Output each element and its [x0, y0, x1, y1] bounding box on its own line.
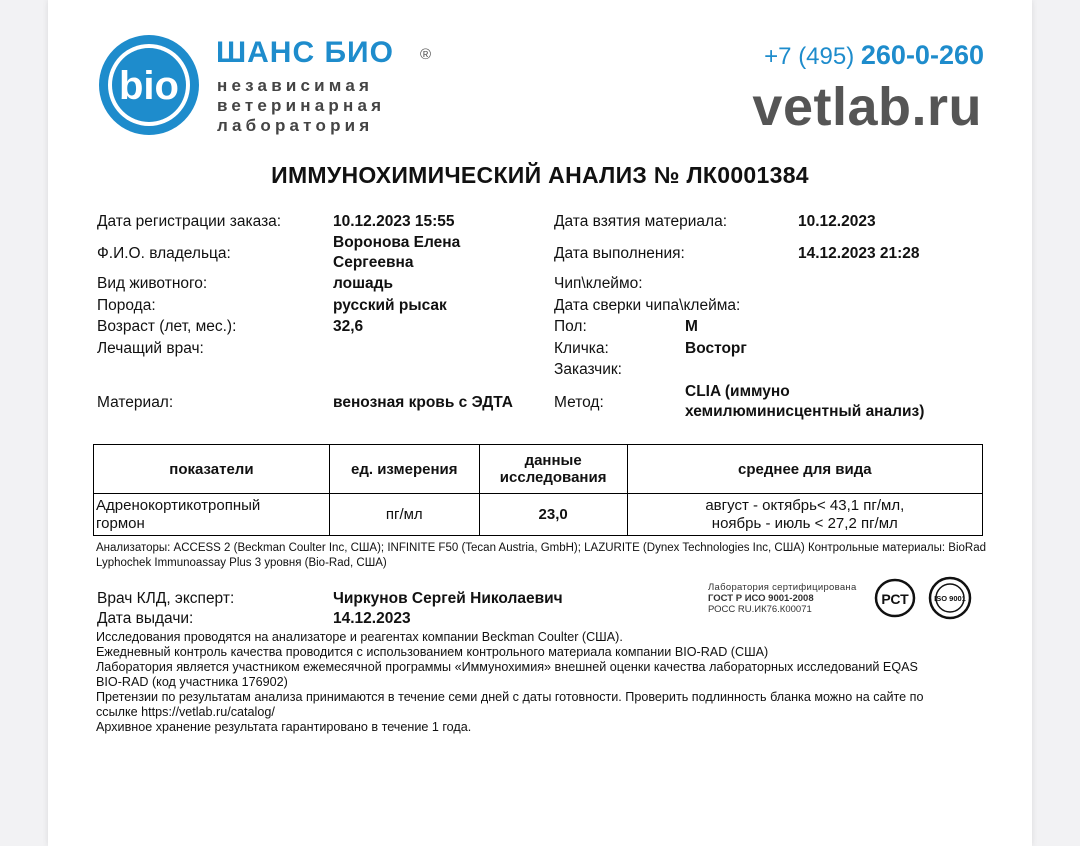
expert-value: Чиркунов Сергей Николаевич — [333, 590, 563, 607]
header-unit: ед. измерения — [329, 445, 479, 494]
brand-name: ШАНС БИО — [216, 36, 394, 69]
cell-unit: пг/мл — [329, 494, 479, 536]
nickname-value: Восторг — [685, 340, 747, 357]
reg-date-label: Дата регистрации заказа: — [97, 213, 282, 230]
doctor-label: Лечащий врач: — [97, 340, 204, 357]
material-value: венозная кровь с ЭДТА — [333, 394, 513, 411]
iso-mark-icon — [928, 576, 972, 620]
phone-prefix: +7 (495) — [764, 43, 861, 70]
expert-label: Врач КЛД, эксперт: — [97, 590, 235, 607]
breed-value: русский рысак — [333, 297, 447, 314]
phone-number: 260-0-260 — [860, 40, 984, 70]
chip-check-label: Дата сверки чипа\клейма: — [554, 297, 741, 314]
completion-date-value: 14.12.2023 21:28 — [798, 245, 920, 262]
breed-label: Порода: — [97, 297, 156, 314]
method-label: Метод: — [554, 394, 604, 411]
species-label: Вид животного: — [97, 275, 208, 292]
pct-mark-icon — [874, 578, 916, 618]
method-value-1: CLIA (иммуно — [685, 383, 790, 400]
note-6[interactable]: ссылке https://vetlab.ru/catalog/ — [96, 705, 275, 719]
bio-logo — [97, 33, 201, 137]
cell-indicator — [94, 494, 330, 536]
logo-circle-icon — [97, 33, 201, 137]
note-4: BIO-RAD (код участника 176902) — [96, 675, 288, 689]
issue-date-label: Дата выдачи: — [97, 610, 194, 627]
results-table — [93, 444, 983, 536]
note-7: Архивное хранение результата гарантировано в течение 1 года. — [96, 720, 472, 734]
reference-line2: ноябрь - июль < 27,2 пг/мл — [711, 514, 898, 532]
website[interactable]: vetlab.ru — [752, 77, 982, 137]
cert-line3: РОСС RU.ИК76.К00071 — [708, 604, 812, 615]
header-result-line2: исследования — [499, 469, 607, 486]
species-value: лошадь — [333, 275, 394, 292]
table-row — [94, 494, 983, 536]
pct-mark-text: РСТ — [881, 591, 909, 607]
reg-date-value: 10.12.2023 15:55 — [333, 213, 455, 230]
report-sheet — [48, 0, 1032, 846]
brand-tagline-2: ветеринарная — [217, 96, 386, 115]
cert-line1: Лаборатория сертифицирована — [708, 582, 857, 593]
logo-text: bio — [119, 64, 179, 108]
sex-value: М — [685, 318, 698, 335]
owner-label: Ф.И.О. владельца: — [97, 245, 231, 262]
indicator-line2: гормон — [96, 514, 145, 532]
customer-label: Заказчик: — [554, 361, 622, 378]
phone[interactable] — [764, 40, 984, 71]
header-indicator: показатели — [94, 445, 330, 494]
note-3: Лаборатория является участником ежемесячной программы «Иммунохимия» внешней оценки качества лабораторных исследований EQAS — [96, 660, 918, 674]
note-1: Исследования проводятся на анализаторе и реагентах компании Beckman Coulter (США). — [96, 630, 623, 644]
iso-mark-text: ISO 9001 — [934, 594, 966, 603]
sample-date-label: Дата взятия материала: — [554, 213, 727, 230]
indicator-line1: Адренокортикотропный — [96, 496, 261, 514]
header-reference: среднее для вида — [627, 445, 982, 494]
cert-line2: ГОСТ Р ИСО 9001-2008 — [708, 593, 814, 604]
analyzers-line2: Lyphochek Immunoassay Plus 3 уровня (Bio-Rad, США) — [96, 557, 387, 569]
analyzers-line1: Анализаторы: ACCESS 2 (Beckman Coulter Inc, США); INFINITE F50 (Tecan Austria, GmbH); LAZURITE (Dynex Technologies Inc, США) Контрольные материалы: BioRad — [96, 542, 986, 554]
cell-reference — [627, 494, 982, 536]
registered-mark: ® — [420, 46, 432, 63]
sex-label: Пол: — [554, 318, 587, 335]
owner-value-2: Сергеевна — [333, 254, 414, 271]
reference-line1: август - октябрь< 43,1 пг/мл, — [705, 496, 905, 514]
age-label: Возраст (лет, мес.): — [97, 318, 237, 335]
header-result-line1: данные — [524, 452, 582, 469]
table-header-row — [94, 445, 983, 494]
report-title: ИММУНОХИМИЧЕСКИЙ АНАЛИЗ № ЛК0001384 — [271, 162, 809, 188]
header-result — [479, 445, 627, 494]
brand-tagline-3: лаборатория — [217, 116, 374, 135]
issue-date-value: 14.12.2023 — [333, 610, 411, 627]
age-value: 32,6 — [333, 318, 364, 335]
chip-label: Чип\клеймо: — [554, 275, 643, 292]
note-2: Ежедневный контроль качества проводится с использованием контрольного материала компании BIO-RAD (США) — [96, 645, 769, 659]
owner-value-1: Воронова Елена — [333, 234, 461, 251]
method-value-2: хемилюминисцентный анализ) — [685, 403, 925, 420]
brand-tagline-1: независимая — [217, 76, 374, 95]
material-label: Материал: — [97, 394, 174, 411]
note-5: Претензии по результатам анализа принимаются в течение семи дней с даты готовности. Проверить подлинность бланка можно на сайте по — [96, 690, 924, 704]
sample-date-value: 10.12.2023 — [798, 213, 876, 230]
cell-result: 23,0 — [479, 494, 627, 536]
nickname-label: Кличка: — [554, 340, 609, 357]
completion-date-label: Дата выполнения: — [554, 245, 685, 262]
